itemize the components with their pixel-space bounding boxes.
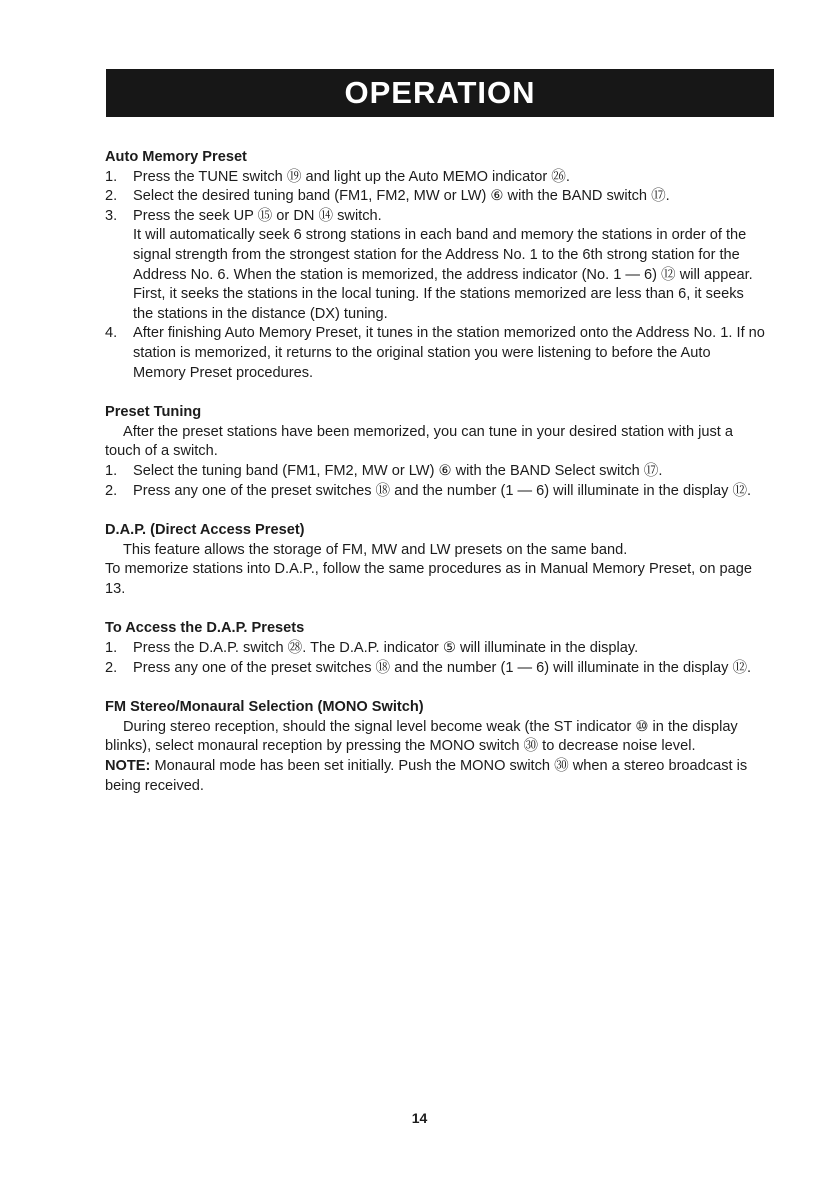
step-number: 2. <box>105 482 118 499</box>
auto-memory-heading: Auto Memory Preset <box>105 149 247 165</box>
mono-heading: FM Stereo/Monaural Selection (MONO Switch) <box>105 699 424 716</box>
step-number: 1. <box>105 640 118 657</box>
dap-body: To memorize stations into D.A.P., follow the same procedures as in Manual Memory Preset, on page 13. <box>105 561 753 597</box>
step-number: 2. <box>105 659 118 676</box>
page-content <box>105 148 765 816</box>
preset-tuning-heading: Preset Tuning <box>105 404 202 421</box>
preset-tuning-intro: After the preset stations have been memorized, you can tune in your desired station with just a touch of a switch. <box>105 423 734 460</box>
access-dap-heading: To Access the D.A.P. Presets <box>105 620 305 637</box>
list-item <box>105 639 765 659</box>
step-text: Press the seek UP ⑮ or DN ⑭ switch. <box>133 207 382 224</box>
dap-section <box>105 521 765 599</box>
note-text: Monaural mode has been set initially. Push the MONO switch ㉚ when a stereo broadcast is being received. <box>105 758 748 794</box>
auto-memory-steps <box>105 168 765 384</box>
step-text: Press the TUNE switch ⑲ and light up the Auto MEMO indicator ㉖. <box>133 168 570 185</box>
step-number: 1. <box>105 168 118 185</box>
access-dap-section <box>105 619 765 678</box>
list-item <box>105 462 765 482</box>
mono-intro: During stereo reception, should the signal level become weak (the ST indicator ⑩ in the display blinks), select monaural reception by pressing the MONO switch ㉚ to decrease noise level. <box>105 718 738 755</box>
access-dap-steps <box>105 639 765 678</box>
list-item <box>105 168 765 188</box>
list-item <box>105 187 765 207</box>
step-text: It will automatically seek 6 strong stations in each band and memory the stations in order of the signal strength from the strongest station for the Address No. 1 to the 6th strong station for the Address No. 6. When the station is memorized, the address indicator (No. 1 — 6) ⑫ will appear. First, it seeks the stations in the local tuning. If the stations memorized are less than 6, it seeks the stations in the distance (DX) tuning. <box>133 227 753 322</box>
preset-tuning-section <box>105 403 765 501</box>
mono-note <box>105 757 765 796</box>
step-number: 2. <box>105 188 118 205</box>
dap-heading: D.A.P. (Direct Access Preset) <box>105 522 305 539</box>
step-text: Press any one of the preset switches ⑱ and the number (1 — 6) will illuminate in the display ⑫. <box>133 659 752 676</box>
list-item <box>105 207 765 227</box>
step-text: Press any one of the preset switches ⑱ and the number (1 — 6) will illuminate in the display ⑫. <box>133 482 752 499</box>
list-item <box>105 324 765 383</box>
step-text: Press the D.A.P. switch ㉘. The D.A.P. indicator ⑤ will illuminate in the display. <box>133 640 639 657</box>
step-number: 4. <box>105 325 118 342</box>
section-banner: OPERATION <box>106 69 774 117</box>
auto-memory-section <box>105 148 765 383</box>
list-item <box>105 659 765 679</box>
step-number: 3. <box>105 207 118 224</box>
mono-section <box>105 698 765 796</box>
note-label: NOTE: <box>105 758 151 775</box>
step-text: After finishing Auto Memory Preset, it tunes in the station memorized onto the Address No. 1. If no station is memorized, it returns to the original station you were listening to before the Auto Memory Preset procedures. <box>133 325 765 381</box>
step-number: 1. <box>105 462 118 479</box>
step-text: Select the desired tuning band (FM1, FM2, MW or LW) ⑥ with the BAND switch ⑰. <box>133 188 670 205</box>
step-text: Select the tuning band (FM1, FM2, MW or LW) ⑥ with the BAND Select switch ⑰. <box>133 462 663 479</box>
page-number: 14 <box>411 1110 428 1126</box>
list-item <box>105 482 765 502</box>
preset-tuning-steps <box>105 462 765 501</box>
dap-intro: This feature allows the storage of FM, MW and LW presets on the same band. <box>123 541 628 558</box>
list-item <box>105 226 765 324</box>
